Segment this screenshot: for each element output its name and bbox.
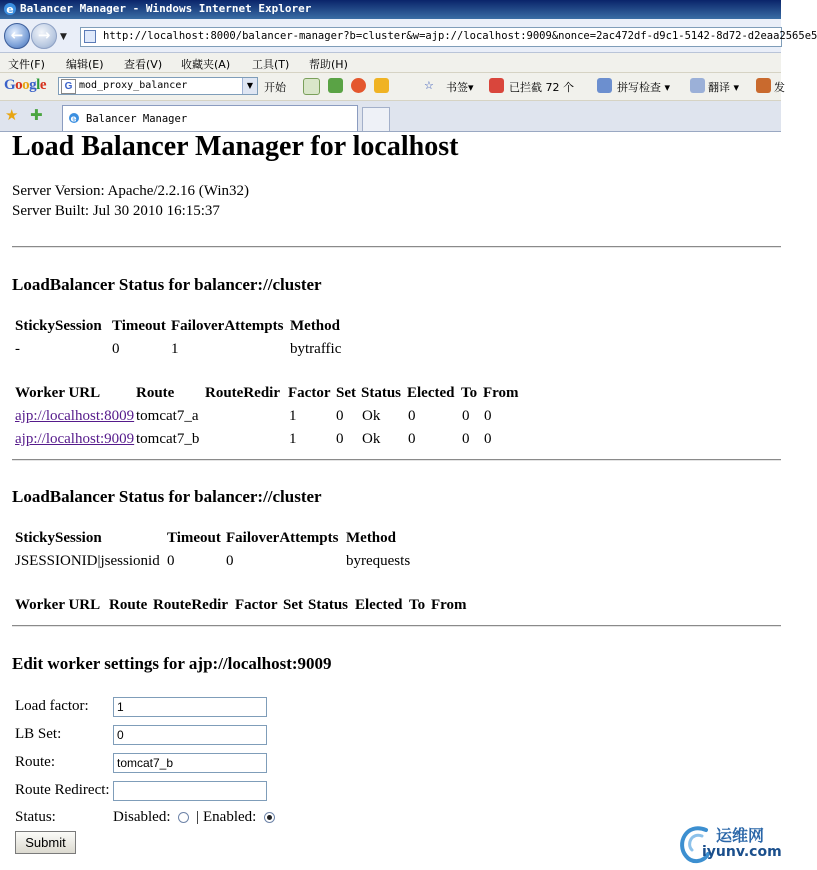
worker-to: 0 <box>462 408 470 424</box>
b2-col-from: From <box>431 597 467 613</box>
chevron-down-icon[interactable]: ▼ <box>242 78 257 94</box>
gmail-icon[interactable] <box>351 78 366 93</box>
worker-set: 0 <box>336 408 344 424</box>
b1-header-timeout: Timeout <box>112 318 166 334</box>
translate-button[interactable]: 翻译 ▾ <box>708 81 740 94</box>
b1-col-from: From <box>483 385 519 401</box>
b1-value-method: bytraffic <box>290 341 342 357</box>
address-url[interactable]: http://localhost:8000/balancer-manager?b=cluster&w=ajp://localhost:9009&nonce=2ac472df-d9c1-5142-8d72-d2eaa2565e5 <box>103 30 817 42</box>
worker-link-8009[interactable]: ajp://localhost:8009 <box>15 408 135 424</box>
worker-status: Ok <box>362 431 381 447</box>
arrow-right-icon: → <box>37 26 51 44</box>
edit-worker-heading: Edit worker settings for ajp://localhost:9009 <box>12 654 332 673</box>
recent-pages-dropdown[interactable]: ▼ <box>60 32 67 42</box>
b2-col-worker-url: Worker URL <box>15 597 101 613</box>
send-button[interactable]: 发 <box>774 81 785 94</box>
b2-col-elected: Elected <box>355 597 403 613</box>
route-input[interactable] <box>113 753 267 773</box>
menu-tools[interactable]: 工具(T) <box>252 58 290 71</box>
b2-header-failoverattempts: FailoverAttempts <box>226 530 339 546</box>
svg-text:e: e <box>70 114 77 125</box>
page-content <box>0 131 781 870</box>
b1-col-factor: Factor <box>288 385 331 401</box>
status-separator: | <box>196 809 200 825</box>
server-built: Server Built: Jul 30 2010 16:15:37 <box>12 203 220 219</box>
arrow-left-icon: ← <box>10 26 24 44</box>
worker-link-9009[interactable]: ajp://localhost:9009 <box>15 431 135 447</box>
b1-col-routeredir: RouteRedir <box>205 385 280 401</box>
menu-favorites[interactable]: 收藏夹(A) <box>181 58 231 71</box>
b1-col-elected: Elected <box>407 385 455 401</box>
send-icon <box>756 78 771 93</box>
google-search-input[interactable]: mod_proxy_balancer <box>79 80 188 91</box>
menu-edit[interactable]: 编辑(E) <box>66 58 104 71</box>
b2-col-set: Set <box>283 597 303 613</box>
b1-header-failoverattempts: FailoverAttempts <box>171 318 284 334</box>
address-bar[interactable] <box>80 27 817 47</box>
spellcheck-icon <box>597 78 612 93</box>
worker-elected: 0 <box>408 408 416 424</box>
server-version: Server Version: Apache/2.2.16 (Win32) <box>12 183 249 199</box>
worker-route: tomcat7_a <box>136 408 199 424</box>
route-redirect-label: Route Redirect: <box>15 782 110 798</box>
b1-header-method: Method <box>290 318 340 334</box>
balancer1-heading: LoadBalancer Status for balancer://cluster <box>12 275 322 294</box>
b1-value-stickysession: - <box>15 341 20 357</box>
b2-header-stickysession: StickySession <box>15 530 102 546</box>
forward-button[interactable] <box>31 23 57 49</box>
b1-col-route: Route <box>136 385 175 401</box>
worker-elected: 0 <box>408 431 416 447</box>
svg-text:e: e <box>6 3 14 16</box>
spellcheck-button[interactable]: 拼写检查 ▾ <box>617 81 671 94</box>
b2-col-routeredir: RouteRedir <box>153 597 228 613</box>
enabled-radio[interactable] <box>264 812 275 823</box>
window-title-bar <box>0 0 781 19</box>
popup-blocker-icon <box>489 78 504 93</box>
site-watermark <box>676 820 780 868</box>
google-toolbar <box>0 73 785 101</box>
worker-route: tomcat7_b <box>136 431 200 447</box>
back-button[interactable] <box>4 23 30 49</box>
b1-col-to: To <box>461 385 478 401</box>
b2-col-factor: Factor <box>235 597 278 613</box>
b1-col-set: Set <box>336 385 356 401</box>
b2-col-to: To <box>409 597 426 613</box>
b2-col-status: Status <box>308 597 349 613</box>
b1-col-worker-url: Worker URL <box>15 385 101 401</box>
watermark-text-url: iyunv.com <box>702 844 782 860</box>
google-logo[interactable]: Google <box>4 77 47 93</box>
ie-page-icon <box>68 112 80 124</box>
submit-button[interactable]: Submit <box>15 831 76 854</box>
menu-view[interactable]: 查看(V) <box>124 58 163 71</box>
worker-status: Ok <box>362 408 381 424</box>
add-favorite-icon[interactable]: ✚ <box>30 106 43 124</box>
b1-value-timeout: 0 <box>112 341 120 357</box>
worker-to: 0 <box>462 431 470 447</box>
translate-icon <box>690 78 705 93</box>
tab-label: Balancer Manager <box>86 113 188 125</box>
worker-factor: 1 <box>289 431 297 447</box>
b1-header-stickysession: StickySession <box>15 318 102 334</box>
b2-header-method: Method <box>346 530 396 546</box>
popup-blocked-count[interactable]: 已拦截 72 个 <box>509 81 574 94</box>
window-title: Balancer Manager - Windows Internet Explorer <box>20 2 312 15</box>
divider <box>12 625 781 627</box>
pagerank-icon[interactable] <box>303 78 320 95</box>
puzzle-icon[interactable] <box>374 78 389 93</box>
lb-set-label: LB Set: <box>15 726 62 742</box>
internet-explorer-icon <box>3 2 17 16</box>
b2-value-method: byrequests <box>346 553 411 569</box>
google-g-icon: G <box>61 79 76 94</box>
b2-header-timeout: Timeout <box>167 530 221 546</box>
b1-col-status: Status <box>361 385 402 401</box>
news-icon[interactable] <box>328 78 343 93</box>
google-go-button[interactable]: 开始 <box>264 81 286 94</box>
favorites-star-icon[interactable]: ★ <box>5 106 19 124</box>
page-title: Load Balancer Manager for localhost <box>12 131 459 162</box>
google-search-box[interactable] <box>58 77 258 95</box>
menu-bar <box>0 53 781 73</box>
load-factor-input[interactable] <box>113 697 267 717</box>
balancer2-heading: LoadBalancer Status for balancer://cluster <box>12 487 322 506</box>
divider <box>12 246 781 248</box>
b2-col-route: Route <box>109 597 148 613</box>
worker-set: 0 <box>336 431 344 447</box>
route-label: Route: <box>15 754 55 770</box>
new-tab-button[interactable] <box>362 107 390 131</box>
load-factor-label: Load factor: <box>15 698 89 714</box>
worker-from: 0 <box>484 408 492 424</box>
disabled-radio[interactable] <box>178 812 189 823</box>
worker-from: 0 <box>484 431 492 447</box>
tab-bar <box>0 101 781 132</box>
page-icon <box>84 30 96 43</box>
menu-file[interactable]: 文件(F) <box>8 58 45 71</box>
menu-help[interactable]: 帮助(H) <box>309 58 348 71</box>
worker-factor: 1 <box>289 408 297 424</box>
b1-value-failoverattempts: 1 <box>171 341 179 357</box>
star-icon: ☆ <box>424 79 434 92</box>
watermark-text-cn: 运维网 <box>716 826 765 845</box>
navigation-bar <box>0 19 817 53</box>
route-redirect-input[interactable] <box>113 781 267 801</box>
disabled-label: Disabled: <box>113 809 171 825</box>
lb-set-input[interactable] <box>113 725 267 745</box>
b2-value-timeout: 0 <box>167 553 175 569</box>
divider <box>12 459 781 461</box>
b2-value-stickysession: JSESSIONID|jsessionid <box>15 553 160 569</box>
enabled-label: Enabled: <box>203 809 257 825</box>
b2-value-failoverattempts: 0 <box>226 553 234 569</box>
status-label: Status: <box>15 809 56 825</box>
tab-balancer-manager[interactable] <box>62 105 358 131</box>
bookmarks-button[interactable]: 书签▾ <box>446 81 474 94</box>
